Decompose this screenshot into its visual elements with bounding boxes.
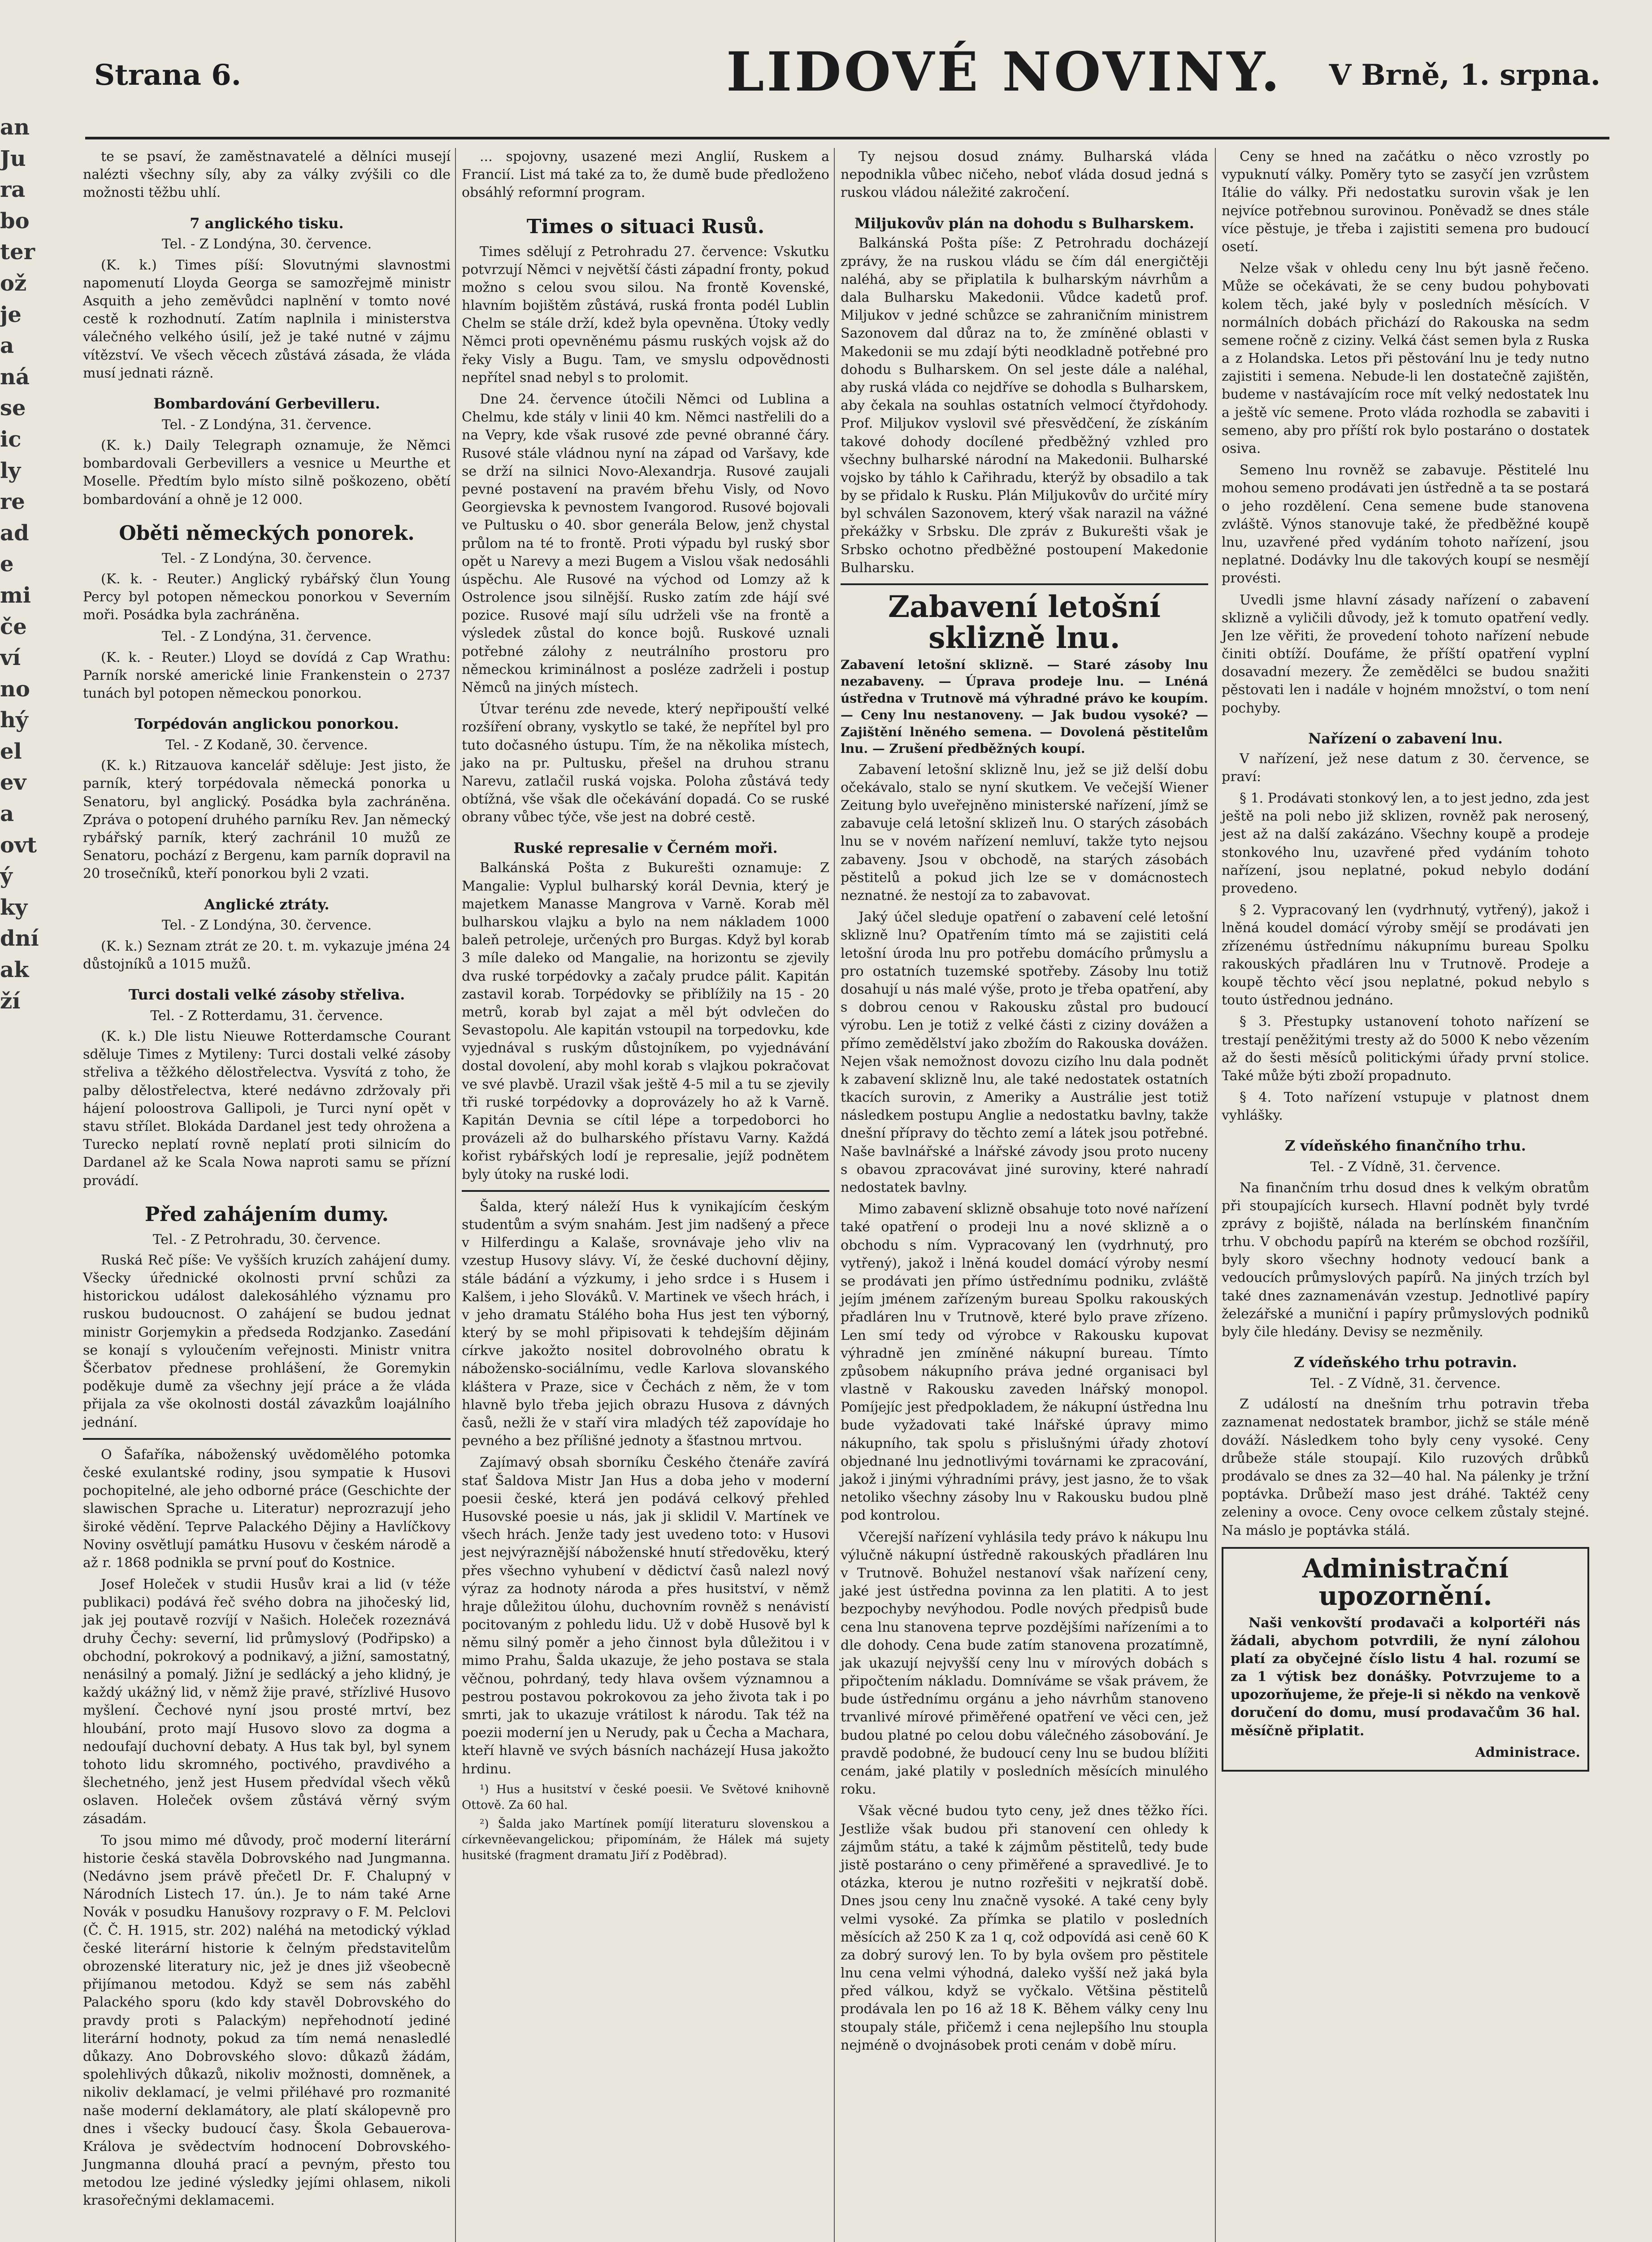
article-text: (K. k.) Ritzauova kancelář sděluje: Jest jisto, že parník, který torpédovala německá ponorka u Senatoru, byl anglický. Posádka byla zachráněna. Zpráva o potopení druhého parníku Rev. Jan německý rybářský parník, který zachránil 10 mužů ze Senatoru, pochází z Bergenu, kam parník dopravil na 20 trosečníků, kteří ponorkou byli 2 vzati. <box>83 758 451 882</box>
edge-fragment: re <box>0 489 25 515</box>
section-heading: Před zahájením dumy. <box>145 1203 389 1226</box>
article-text: Nelze však v ohledu ceny lnu být jasně řečeno. Může se očekávati, že se ceny budou pohybovati kolem těch, jaké byly v posledních měsících. V normálních dobách přichází do Rakouska na sedm semene ročně z ciziny. Velká část semen byla z Ruska a z Holandska. Letos při pěstování lnu je tedy nutno zajistiti i semena. Nebude-li len dostatečně zajištěn, budeme v nastávajícím roce mít velký nedostatek lnu a ještě víc semene. Proto vláda rozhodla se zabaviti i semeno, aby pro příští rok bylo postaráno o dostatek osiva. <box>1222 261 1589 456</box>
article-text: Útvar terénu zde nevede, který nepřipouští velké rozšíření obrany, vyskytlo se také, že nepřítel byl pro tuto dočasného ústupu. Tím, že na několika místech, jako na pr. Pultusku, přešel na druhou stranu Narevu, zatlačil ruská vojska. Poloha zůstává tedy obtížná, vše však dle očekávání dopadá. Co se ruské obrany vůbec týče, vše jest na dobré cestě. <box>462 701 829 826</box>
feuilleton-text: Zajímavý obsah sborníku Českého čtenáře zavírá stať Šaldova Mistr Jan Hus a doba jeho v moderní poesii české, která jen podává celkový přehled Husovské poesie u nás, jak ji sklidil V. Martínek ve všech hrách. Jenže tady jest uvedeno toto: v Husovi jest nejvýraznější náboženské hnutí středověku, který přes všechno vyhubení v dědictví časů nalezl nový výraz za hodnoty národa a přes husitství, v němž hraje důležitou úlohu, duchovním rovněž s nenávistí pocitovaným z pohledu lidu. Už v době Husově byl k němu silný poměr a jeho činnost byla důležitou i v mimo Prahu, Šalda ukazuje, že jeho postava se stala věčnou, pohrdaný, tedy hlava ovšem významnou a pestrou postavou pokrokovou za jeho života tak i po smrti, jak to ukazuje vrátilost k národu. Tak též na poezii moderní jen u Nerudy, pak u Čecha a Machara, kteří hlavně ve svých básních nacházejí Husa jakožto hrdinu. <box>462 1455 829 1777</box>
article-text: ... spojovny, usazené mezi Anglií, Ruskem a Francií. List má také za to, že dumě bude předloženo obsáhlý reformní program. <box>462 149 829 201</box>
article-text: V nařízení, jež nese datum z 30. července, se praví: <box>1222 751 1589 785</box>
edge-fragment: ra <box>0 177 26 203</box>
newspaper-name: LIDOVÉ NOVINY. <box>726 40 1283 104</box>
edge-fragment: el <box>0 739 22 764</box>
article-text: Ruská Reč píše: Ve vyšších kruzích zahájení dumy. Všecky úřednické okolnosti první schůzi za historickou událost dalekosáhlého významu pro ruskou budoucnost. O zahájení se budou jednat ministr Gorjemykin a předseda Rodzjanko. Zasedání se konají s vyloučením veřejnosti. Ministr vnitra Ščerbatov přednese prohlášení, že Goremykin poděkuje dumě za všechny její práce a že vláda přijala za vše okolnosti dostál závazkům loajálního jednání. <box>83 1252 451 1430</box>
section-heading: Turci dostali velké zásoby střeliva. <box>128 986 405 1004</box>
edge-fragment: ví <box>0 645 21 671</box>
section-heading: Nařízení o zabavení lnu. <box>1308 730 1503 747</box>
dateline: Tel. - Z Rotterdamu, 31. července. <box>150 1008 383 1024</box>
article-text: te se psaví, že zaměstnavatelé a dělníci musejí nalézti všechny síly, aby za války zvýšili co dle možnosti těžbu uhlí. <box>83 149 451 201</box>
article-headline: Zabavení letošní sklizně lnu. <box>888 589 1161 656</box>
edge-fragment: ad <box>0 520 29 546</box>
section-heading: Ruské represalie v Černém moři. <box>513 839 778 856</box>
column-1 <box>83 148 451 2242</box>
article-text: Včerejší nařízení vyhlásila tedy právo k nákupu lnu výlučně nákupní ústředně rakouských přadláren lnu v Trutnově. Bohužel nestanoví však nařízení ceny, jaké jest ústředna povinna za len platiti. A to jest bezpochyby nevýhodou. Podle nových předpisů bude cena lnu stanovena teprve pozdějšími nařízeními a to dle dohody. Cena bude zatím stanovena prozatímně, jak ukazují nejvyšší ceny lnu v mírových dobách s připočtením nákladu. Domníváme se však právem, že bude ústřednímu orgánu a jeho návrhům stanoveno trvanlivé mírové přiměřené opatření ve věci cen, jež budou platné po celou dobu válečného zásobování. Je pravdě podobné, že budoucí ceny lnu se budou blížiti cenám, jaké platily v posledních měsících minulého roku. <box>841 1529 1208 1798</box>
edge-fragment: bo <box>0 208 30 234</box>
article-text: Na finančním trhu dosud dnes k velkým obratům při stoupajících kursech. Hlavní podnět byly tvrdé zprávy z bojiště, nálada na berlínském finančním trhu. V obchodu papírů na kterém se obchod rozšířil, byly skoro všechny hodnoty vedoucí bank a vedoucích průmyslových papírů. Na jiných trzích byl také dnes zaznamenáván vzestup. Jednotlivé papíry železářské a muniční i papíry průmyslových podniků byly čile hledány. Devisy se nezměnily. <box>1222 1180 1589 1340</box>
article-text: Ceny se hned na začátku o něco vzrostly po vypuknutí války. Poměry tyto se zasyčí jen vzrůstem Itálie do války. Při nedostatku surovin však je len nejvíce potřebnou surovinou. Poněvadž se dnes stále více pěstuje, je třeba i zajistiti semena pro budoucí osetí. <box>1222 149 1589 255</box>
edge-fragment: ic <box>0 426 22 452</box>
edge-fragment: se <box>0 395 26 421</box>
feuilleton-text: Šalda, který náleží Hus k vynikajícím českým studentům a svým snahám. Jest jim nadšený a přece v Hilferdingu a Kalaše, srovnávaje jeho vliv na vzestup Husovy slávy. Ví, že české duchovní dějiny, stále bádání a výzkumy, i jeho srdce i s Husem i Kalšem, i jeho Slováků. V. Martinek ve všech hrách, i v jeho dramatu Stálého boha Hus jest ten výborný, který by se mohl připisovati k tehdejším dějinám církve jakožto nositel dobrovolného obratu k nábožensko-sociálnímu, vedle Karlova slovanského kláštera v Praze, sice v Čechách z něm, že v tom hlavně bylo třeba jejich obrazu Husova z dávných časů, nežli že v staří vira mladých též zapovídaje ho pevného a bez přílišné jednoty a šťastnou mrtvou. <box>462 1199 829 1449</box>
edge-fragment: hý <box>0 708 28 733</box>
article-text: Z událostí na dnešním trhu potravin třeba zaznamenat nedostatek brambor, jichž se stále méně dováží. Následkem toho byly ceny vysoké. Ceny drůbeže stále stoupají. Kilo ruzových drůbků prodávalo se dnes za 32—40 hal. Na pálenky je tržní poptávka. Drůbeží maso jest dráhé. Taktéž ceny zeleniny a ovoce. Ceny ovoce celkem zůstaly stejné. Na máslo je poptávka stálá. <box>1222 1396 1589 1538</box>
dateline: Tel. - Z Londýna, 31. července. <box>161 629 372 645</box>
column-3 <box>841 148 1208 2242</box>
edge-fragment: a <box>0 333 14 359</box>
regulation-paragraph: § 1. Prodávati stonkový len, a to jest jedno, zda jest ještě na poli nebo již sklizen, rovněž pak nerosený, jest až na další zakázáno. Všechny koupě a prodeje stonkového lnu, uzavřené před vydáním tohoto nařízení, jsou neplatné, pokud nebylo dodání provedeno. <box>1222 791 1589 896</box>
dateline: Tel. - Z Vídně, 31. července. <box>1310 1376 1501 1392</box>
edge-fragment: dní <box>0 926 39 952</box>
article-text: Uvedli jsme hlavní zásady nařízení o zabavení sklizně a vyličili důvody, jež k tomuto opatření vedly. Jen lze věřiti, že provedení tohoto nařízení nebude činiti obtíží. Doufáme, že příští opatření vyplní dosavadní mezery. Že zemědělci se budou snažiti pěstovati len i nadále v hojném množství, o tom není pochyby. <box>1222 592 1589 716</box>
column-divider <box>455 148 456 2242</box>
article-text: (K. k.) Dle listu Nieuwe Rotterdamsche Courant sděluje Times z Mytileny: Turci dostali velké zásoby střeliva a těžkého dělostřelectva. Vysvítá z toho, že palby dělostřelectva, které nedávno zdržovaly při hájení poloostrova Gallipoli, je Turci nyní opět v stavu střílet. Blokáda Dardanel jest tedy ohrožena a Turecko neplatí rovně neplatí proti silnicím do Dardanel až ke Scala Nowa naproti samu se přízní provádí. <box>83 1029 451 1189</box>
column-divider <box>1215 148 1216 2242</box>
edge-fragment: no <box>0 676 30 702</box>
column-4 <box>1222 148 1589 2242</box>
section-heading: Oběti německých ponorek. <box>119 521 415 545</box>
edge-fragment: a <box>0 801 14 827</box>
page-number: Strana 6. <box>94 58 242 92</box>
article-text: Ty nejsou dosud známy. Bulharská vláda nepodnikla vůbec ničeho, neboť vláda dosud jedná s ruskou vládou náležité zakročení. <box>841 149 1208 201</box>
issue-date: V Brně, 1. srpna. <box>1329 58 1600 92</box>
edge-fragment: Ju <box>0 146 26 171</box>
edge-fragment: ý <box>0 864 13 889</box>
section-heading: Z vídeňského finančního trhu. <box>1284 1137 1526 1155</box>
dateline: Tel. - Z Vídně, 31. července. <box>1310 1159 1501 1175</box>
article-text: (K. k.) Times píší: Slovutnými slavnostmi napomenutí Lloyda Georga se samozřejmě ministr Asquith a jeho zeměvůdci naplnění v tomto nové cestě k rozhodnutí. Zatím naplnila i ministerstva válečného velkého úsilí, jež je také nutné v zájmu vítězství. Ve všech věcech zůstává zásada, že vláda musí jednati rázně. <box>83 257 451 381</box>
edge-fragment: ná <box>0 364 30 390</box>
article-text: Zabavení letošní sklizně lnu, jež se již delší dobu očekávalo, stalo se nyní skutkem. Ve večejší Wiener Zeitung bylo uveřejněno ministerské nařízení, jímž se zabavuje celá letošní sklizeň lnu. O starých zásobách lnu se v novém nařízení nemluví, takže tyto nejsou zabaveny. Jsou v obchodě, na starých zásobách pěstitelů a pokud jich lze se v domácnostech neznatné. že nestojí za to zabavovat. <box>841 761 1208 904</box>
section-heading: Miljukovův plán na dohodu s Bulharskem. <box>854 214 1194 232</box>
column-divider <box>834 148 835 2242</box>
notice-signature: Administrace. <box>1475 1744 1580 1760</box>
dateline: Tel. - Z Petrohradu, 30. července. <box>152 1231 381 1247</box>
administration-notice <box>1222 1547 1589 1772</box>
article-text: Však věcné budou tyto ceny, jež dnes těžko říci. Jestliže však budou při stanovení cen ohledy k zájmům státu, a také k zájmům pěstitelů, tedy bude jistě postaráno o ceny přiměřené a spravedlivé. Je to otázka, kterou je nutno rozřešiti v nejkratší době. Dnes jsou ceny lnu značně vysoké. A také ceny byly velmi vysoké. Za přímka se platilo v posledních měsících až 250 K za 1 q, což odpovídá asi ceně 60 K za dobrý surový len. To by byla ovšem pro pěstitele lnu cena velmi výhodná, daleko vyšší než jaká byla před válkou, když se vyčkalo. Většina pěstitelů prodávala len po 16 až 18 K. Během války ceny lnu stoupaly stále, přičemž i cena nejlepšího lnu stoupla nejméně o dvojnásobek proti cenám v době míru. <box>841 1803 1208 2053</box>
dateline: Tel. - Z Kodaně, 30. července. <box>165 737 368 753</box>
article-summary: Zabavení letošní sklizně. — Staré zásoby lnu nezabaveny. — Úprava prodeje lnu. — Lnéná ústředna v Trutnově má výhradné právo ke koupím. — Ceny lnu nestanoveny. — Jak budou vysoké? — Zajištění lněného semena. — Dovolená pěstitelům lnu. — Zrušení předběžných koupí. <box>841 657 1208 756</box>
edge-fragment: ly <box>0 458 21 483</box>
edge-fragment: ží <box>0 988 21 1014</box>
column-2 <box>462 148 829 2242</box>
article-text: Mimo zabavení sklizně obsahuje toto nové nařízení také opatření o prodeji lnu a nové sklizně a o obchodu s ním. Vypracovaný len (vydrhnutý, pro vytřený), jakož i lněná koudel domácí výroby nesmí se prodávati jen přímo ústřednímu podniku, zvláště jejím jménem zařízeným bureau Spolku rakouských přadláren lnu v Trutnově, které bylo prave zřízeno. Len smí tedy od výrobce v Rakousku kupovat výhradně jen zmíněné nákupní bureau. Tímto způsobem nákupního práva jedné organisaci byl vlastně v Rakousku zaveden lnářský monopol. Pomíjejíc jest předpokladem, že nákupní ústředna lnu bude vyžadovati také lnářské úpravy mimo nákupního, tak spolu s přislušnými úřady zhotoví objednané lnu jednotlivými továrnami ke zpracování, jakož i jinými výhradními právy, jest jasno, že to však netoliko všechny zásoby lnu v Rakousku budou plně pod kontrolou. <box>841 1201 1208 1524</box>
edge-fragment: ky <box>0 895 28 920</box>
edge-fragment: ak <box>0 957 29 983</box>
section-rule <box>841 583 1208 585</box>
article-text: (K. k.) Seznam ztrát ze 20. t. m. vykazuje jména 24 důstojníků a 1015 mužů. <box>83 938 451 972</box>
edge-fragment: an <box>0 115 30 140</box>
notice-heading: Administrační upozornění. <box>1302 1553 1509 1611</box>
regulation-paragraph: § 3. Přestupky ustanovení tohoto nařízení se trestají peněžitými tresty až do 5000 K nebo vězením až do šesti měsíců politickými úřady první stolice. Také může býti zboží propadnuto. <box>1222 1014 1589 1084</box>
adjacent-page-edge <box>0 112 39 1637</box>
article-text: (K. k. - Reuter.) Lloyd se dovídá z Cap Wrathu: Parník norské americké linie Frankenstein o 2737 tunách byl potopen německou ponorkou. <box>83 649 451 702</box>
notice-text: Naši venkovští prodavači a kolportéři nás žádali, abychom potvrdili, že nyní zálohou platí za obyčejné číslo listu 4 hal. rozumí se za 1 výtisk bez donášky. Potvrzujeme to a upozorňujeme, že přeje-li si někdo na venkově doručení do domu, musí prodavačům 36 hal. měsíčně připlatit. <box>1231 1615 1580 1739</box>
feuilleton-text: O Šafaříka, náboženský uvědomělého potomka české exulantské rodiny, jsou sympatie k Husovi pochopitelné, ale jeho odborné práce (Geschichte der slawischen Sprache u. Literatur) neprozrazují jeho široké vědění. Teprve Palackého Dějiny a Havlíčkovy Noviny osvětlují památku Husovu v českém národě a až r. 1868 podnikla se první pouť do Kostnice. <box>83 1447 451 1571</box>
dateline: Tel. - Z Londýna, 30. července. <box>161 236 372 252</box>
section-heading: Anglické ztráty. <box>204 895 330 913</box>
section-rule <box>83 1438 451 1440</box>
edge-fragment: ož <box>0 270 27 296</box>
edge-fragment: če <box>0 614 27 639</box>
article-text: Times sdělují z Petrohradu 27. července: Vskutku potvrzují Němci v největší části západní fronty, pokud možno s celou svou silou. Na frontě Kovenské, hlavním bojištěm zůstává, ruská fronta podél Lublin Chelm se stále drží, kdež byla opevněna. Útoky vedly Němci proti opevněnému pásmu ruských vojsk až do řeky Visly a Bugu. Tam, ve smyslu odpovědnosti nepřítel snad nebyl s to prolomit. <box>462 243 829 386</box>
article-text: Balkánská Pošta píše: Z Petrohradu docházejí zprávy, že na ruskou vládu se čím dál energičtěji naléhá, aby se připlatila k bulharským návrhům a dala Bulharsku Makedonii. Vůdce kadetů prof. Miljukov v jedné schůzce se zahraničním ministrem Sazonovem dal důraz na to, že zmíněné oblasti v Makedonii se mu zdají býti neodkladně potřebné pro dohodu s Bulharskem. On sel jeste dále a naléhal, aby ruská vláda co nejdříve se dohodla s Bulharskem, aby čekala na souhlas ostatních velmocí čtyřdohody. Prof. Miljukov vyslovil své přesvědčení, že získáním takové dohody docílené předběžný vzhled pro všechny bulharské národní na Makedonii. Bulharské vojsko by táhlo k Cařihradu, kterýž by obsadilo a tak by se přidalo k Rusku. Plán Miljukovův do určité míry byl schválen Sazonovem, který však narazil na vážné překážky v Srbsku. Dle zpráv z Bukurešti však je Srbsko ochotno předběžné postoupení Makedonie Bulharsku. <box>841 235 1208 576</box>
article-text: Semeno lnu rovněž se zabavuje. Pěstitelé lnu mohou semeno prodávati jen ústředně a ta se postará o jeho rozdělení. Cena semene bude stanovena zvláště. Výnos stanovuje také, že předběžné koupě lnu, uzavřené před vydáním tohoto nařízení, jsou neplatné. Dodávky lnu dle takových koupí se nesmějí provésti. <box>1222 462 1589 587</box>
regulation-paragraph: § 2. Vypracovaný len (vydrhnutý, vytřený), jakož i lněná koudel domácí výroby smějí se prodávati jen zřízenému ústřednímu nákupnímu bureau Spolku rakouských přadláren lnu v Trutnově. Prodeje a koupě těchto věcí jsou neplatné, pokud nebylo s touto ústřednou jednáno. <box>1222 902 1589 1008</box>
edge-fragment: e <box>0 552 14 577</box>
regulation-paragraph: § 4. Toto nařízení vstupuje v platnost dnem vyhlášky. <box>1222 1090 1589 1124</box>
header-rule <box>85 137 1609 139</box>
feuilleton-text: To jsou mimo mé důvody, proč moderní literární historie česká stavěla Dobrovského nad Jungmanna. (Nedávno jsem právě přečetl Dr. F. Chalupný v Národních Listech 17. ún.). Je to nám také Arne Novák v posudku Hanušovy rozpravy o F. M. Pelclovi (Č. Č. H. 1915, str. 202) naléhá na metodický výklad české literární historie k čelným představitelům obrozenské literatury nic, jež je dnes již všeobecně přijímanou metodou. Když se sem nás zaběhl Palackého sporu (kdo kdy stavěl Dobrovského do pravdy proti s Palackým) nepřehodnotí jediné literární hodnoty, pokud za tím nemá nenasledlé důkazy. Ano Dobrovského slovo: důkazů žádám, spolehlivých důkazů, nikoliv možnosti, domněnek, a nikoliv deklamací, je velmi přiléhavé pro rozmanité naše moderní deklamátory, ale platí skálopevně pro dnes i všecky budoucí časy. Škola Gebauerova-Králova je svědectvím hodnocení Dobrovského-Jungmanna dlouhá prací a pevným, přesto tou metodou lze jediné výsledky jejími ohlasem, nikoli krasořečnými deklamacemi. <box>83 1832 451 2209</box>
section-heading: Times o situaci Rusů. <box>526 215 765 238</box>
article-text: (K. k. - Reuter.) Anglický rybářský člun Young Percy byl potopen německou ponorkou v Severním moři. Posádka byla zachráněna. <box>83 571 451 623</box>
masthead <box>85 0 1609 130</box>
footnote: ²) Šalda jako Martínek pomíjí literaturu slovenskou a církevněevangelickou; připomínám, že Hálek má sujety husitské (fragment dramatu Jiří z Poděbrad). <box>462 1817 829 1863</box>
edge-fragment: ovt <box>0 832 37 858</box>
article-text: Dne 24. července útočili Němci od Lublina a Chelmu, kde stály v linii 40 km. Němci nastřelili do a na Vepry, kde však rusové zde pevné obranné čáry. Rusové stále vládnou nyní na západ od Varšavy, kde se drží na silnici Novo-Alexandrja. Rusové zaujali pevné postavení na pravém břehu Visly, od Novo Georgievska k pevnostem Ivangorod. Rusové bojovali ve Pultusku o 40. sbor generála Below, jenž chystal průlom na té to frontě. Proti výpadu byl ruský sbor opět u Narevy a mezi Bugem a Vislou však nedosáhli úspěchu. Ale Rusové na východ od Lomzy až k Ostrolence jsou silnější. Rusko zatím zde hájí své pozice. Rusové mají sílu udrželi vše na frontě a výsledek zůstal do konce bojů. Ruskové uznali potřebné zálohy z neutrálního prostoru pro německou kriminálnost a posléze zadrželi i postup Němců na jiných místech. <box>462 391 829 696</box>
section-rule <box>462 1190 829 1192</box>
footnote: ¹) Hus a husitství v české poesii. Ve Světové knihovně Ottově. Za 60 hal. <box>462 1782 829 1812</box>
section-heading: 7 anglického tisku. <box>190 214 344 232</box>
edge-fragment: ter <box>0 239 35 265</box>
article-text: Jaký účel sleduje opatření o zabavení celé letošní sklizně lnu? Opatřením tímto má se zajistiti celá letošní úroda lnu pro potřebu domácího průmyslu a pro ostatních tuzemské spotřeby. Zásoby lnu totiž dosahují u nás malé výše, proto je třeba opatření, aby s dobrou cenou v Rakousku zůstal pro budoucí výrobu. Len je totiž z velké části z ciziny dovážen a přímo zemědělství jako zbožím do Rakouska dovážen. Nejen však nemožnost dovozu cizího lnu dala podnět k zabavení sklizně lnu, ale také nedostatek ostatních tkacích surovin, z Ameriky a Austrálie jest totiž následkem postupu Anglie a nedostatku bavlny, takže dnešní přípravy do těchto zemí a látek jsou potřebné. Naše bavlnářské a lnářské závody jsou proto nuceny s obavou zpracovávat jiné suroviny, které nahradí nedostatek bavlny. <box>841 909 1208 1195</box>
edge-fragment: ev <box>0 770 26 795</box>
dateline: Tel. - Z Londýna, 30. července. <box>161 917 372 934</box>
dateline: Tel. - Z Londýna, 31. července. <box>161 417 372 433</box>
article-text: Balkánská Pošta z Bukurešti oznamuje: Z Mangalie: Vyplul bulharský korál Devnia, který je majetkem Manasse Mangrova v Varně. Korab měl bulharskou vlajku a bylo na nem nákladem 1000 baleň petroleje, určených pro Burgas. Když byl korab 3 míle daleko od Mangalie, na horizontu se zjevily dva ruské torpédovky a začaly prudce pálit. Kapitán zastavil korab. Torpédovky se přiblížily na 15 - 20 metrů, korab byl zajat a měl být odvlečen do Sevastopolu. Ale kapitán vstoupil na torpedovku, kde vyjednával s ruským důstojníkem, po vyjednávání dostal dovolení, aby mohl korab s vlajkou pokračovat ve své plavbě. Urazil však ještě 4-5 mil a tu se zjevily tři ruské torpédovky a doprovázely ho až k Varně. Kapitán Devnia se cítil lépe a torpedoborci ho provázeli až do bulharského přístavu Varny. Každá kořist rybářských lodí je represalie, jejíž podnětem byly útoky na ruské lodi. <box>462 860 829 1182</box>
section-heading: Torpédován anglickou ponorkou. <box>134 715 399 733</box>
edge-fragment: je <box>0 302 22 327</box>
edge-fragment: mi <box>0 582 31 608</box>
feuilleton-text: Josef Holeček v studii Husův krai a lid (v téže publikaci) podává řeč svého dobra na jihočeský lid, jak jej poutavě rozvíjí v Našich. Holeček rozeznává druhy Čechy: severní, lid průmyslový (Podřipsko) a obchodní, pokrokový a podnikavý, a jižní, samostatný, nenásilný a pomalý. Jižní je sedlácký a jeho klidný, je každý ukážný lid, v němž žije pravé, střízlivé Husovo myšlení. Čechové nyní jsou prosté mrtví, bez hloubání, proto mají Husovo slovo za dogma a nedoufají duchovní debaty. A Hus tak byl, byl synem tohoto lidu skromného, poctivého, pravdivého a šlechetného, jenž jest Husem předvídal všech věků oslaven. Holeček ovšem zůstává věrný svým zásadám. <box>83 1577 451 1827</box>
section-heading: Z vídeňského trhu potravin. <box>1293 1354 1518 1371</box>
dateline: Tel. - Z Londýna, 30. července. <box>161 550 372 566</box>
section-heading: Bombardování Gerbevilleru. <box>153 395 380 412</box>
article-text: (K. k.) Daily Telegraph oznamuje, že Němci bombardovali Gerbevillers a vesnice u Meurthe et Moselle. Předtím bylo místo silně poškozeno, obětí bombardování a ohně je 12 000. <box>83 438 451 508</box>
